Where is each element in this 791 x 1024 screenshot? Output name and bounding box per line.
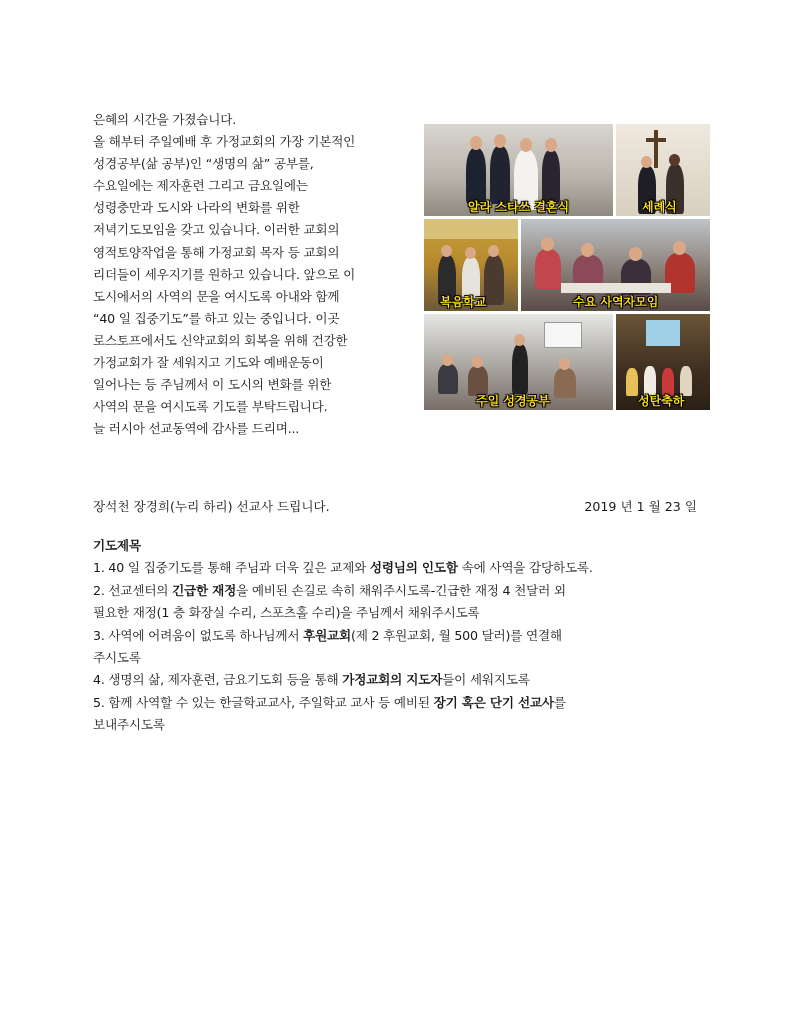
intro-line: 일어나는 등 주님께서 이 도시의 변화를 위한 bbox=[93, 377, 332, 393]
prayer-item-continuation: 보내주시도록 bbox=[93, 717, 165, 733]
intro-line: 올 해부터 주일예배 후 가정교회의 가장 기본적인 bbox=[93, 134, 356, 150]
intro-line: “40 일 집중기도”를 하고 있는 중입니다. 이곳 bbox=[93, 310, 340, 326]
prayer-item: 4. 생명의 삶, 제자훈련, 금요기도회 등을 통해 가정교회의 지도자들이 세워지도록 bbox=[93, 672, 530, 688]
baptism-photo bbox=[616, 124, 710, 216]
prayer-item-continuation: 주시도록 bbox=[93, 650, 141, 666]
intro-line: 저녁기도모임을 갖고 있습니다. 이러한 교회의 bbox=[93, 222, 340, 238]
signature-date: 2019 년 1 월 23 일 bbox=[584, 499, 697, 514]
intro-line: 가정교회가 잘 세워지고 기도와 예배운동이 bbox=[93, 355, 324, 371]
intro-line: 도시에서의 사역의 문을 여시도록 아내와 함께 bbox=[93, 288, 340, 304]
photo-caption: 복음학교 bbox=[440, 295, 487, 309]
intro-line: 늘 러시아 선교동역에 감사를 드리며... bbox=[93, 421, 300, 437]
signature-name: 장석천 장경희(누리 하리) 선교사 드립니다. bbox=[93, 499, 330, 514]
wednesday-meeting-photo bbox=[521, 219, 710, 311]
photo-caption: 성탄축하 bbox=[638, 394, 685, 408]
signature-row bbox=[93, 496, 697, 518]
wedding-photo bbox=[424, 124, 613, 216]
intro-line: 성령충만과 도시와 나라의 변화를 위한 bbox=[93, 200, 300, 216]
intro-line: 사역의 문을 여시도록 기도를 부탁드립니다. bbox=[93, 399, 328, 415]
intro-line: 성경공부(삶 공부)인 “생명의 삶” 공부를, bbox=[93, 156, 314, 172]
photo-caption: 수요 사역자모임 bbox=[573, 295, 659, 309]
prayer-item: 5. 함께 사역할 수 있는 한글학교교사, 주일학교 교사 등 예비된 장기 혹은 단기 선교사를 bbox=[93, 694, 566, 710]
gospel-school-photo bbox=[424, 219, 518, 311]
prayer-item: 1. 40 일 집중기도를 통해 주님과 더욱 깊은 교제와 성령님의 인도함 속에 사역을 감당하도록. bbox=[93, 560, 593, 576]
intro-paragraph bbox=[93, 109, 423, 440]
photo-caption: 알라 스타쓰 결혼식 bbox=[468, 200, 570, 214]
intro-line: 수요일에는 제자훈련 그리고 금요일에는 bbox=[93, 178, 308, 194]
intro-line: 영적토양작업을 통해 가정교회 목자 등 교회의 bbox=[93, 244, 340, 260]
intro-line: 리더들이 세우지기를 원하고 있습니다. 앞으로 이 bbox=[93, 266, 356, 282]
photo-caption: 주일 성경공부 bbox=[476, 394, 550, 408]
prayer-item: 3. 사역에 어려움이 없도록 하나님께서 후원교회(제 2 후원교회, 월 500 달러)를 연결해 bbox=[93, 627, 562, 643]
sunday-study-photo bbox=[424, 314, 613, 410]
prayer-item: 2. 선교센터의 긴급한 재정을 예비된 손길로 속히 채워주시도록-긴급한 재정 4 천달러 외 bbox=[93, 582, 566, 598]
prayer-requests bbox=[93, 535, 713, 737]
christmas-photo bbox=[616, 314, 710, 410]
photo-collage bbox=[424, 124, 710, 410]
intro-line: 은혜의 시간을 가졌습니다. bbox=[93, 112, 237, 127]
prayer-heading: 기도제목 bbox=[93, 538, 141, 553]
photo-caption: 세례식 bbox=[642, 200, 677, 214]
prayer-item-continuation: 필요한 재정(1 층 화장실 수리, 스포츠홀 수리)을 주님께서 채워주시도록 bbox=[93, 605, 480, 621]
intro-line: 로스토프에서도 신약교회의 회복을 위해 건강한 bbox=[93, 332, 348, 348]
